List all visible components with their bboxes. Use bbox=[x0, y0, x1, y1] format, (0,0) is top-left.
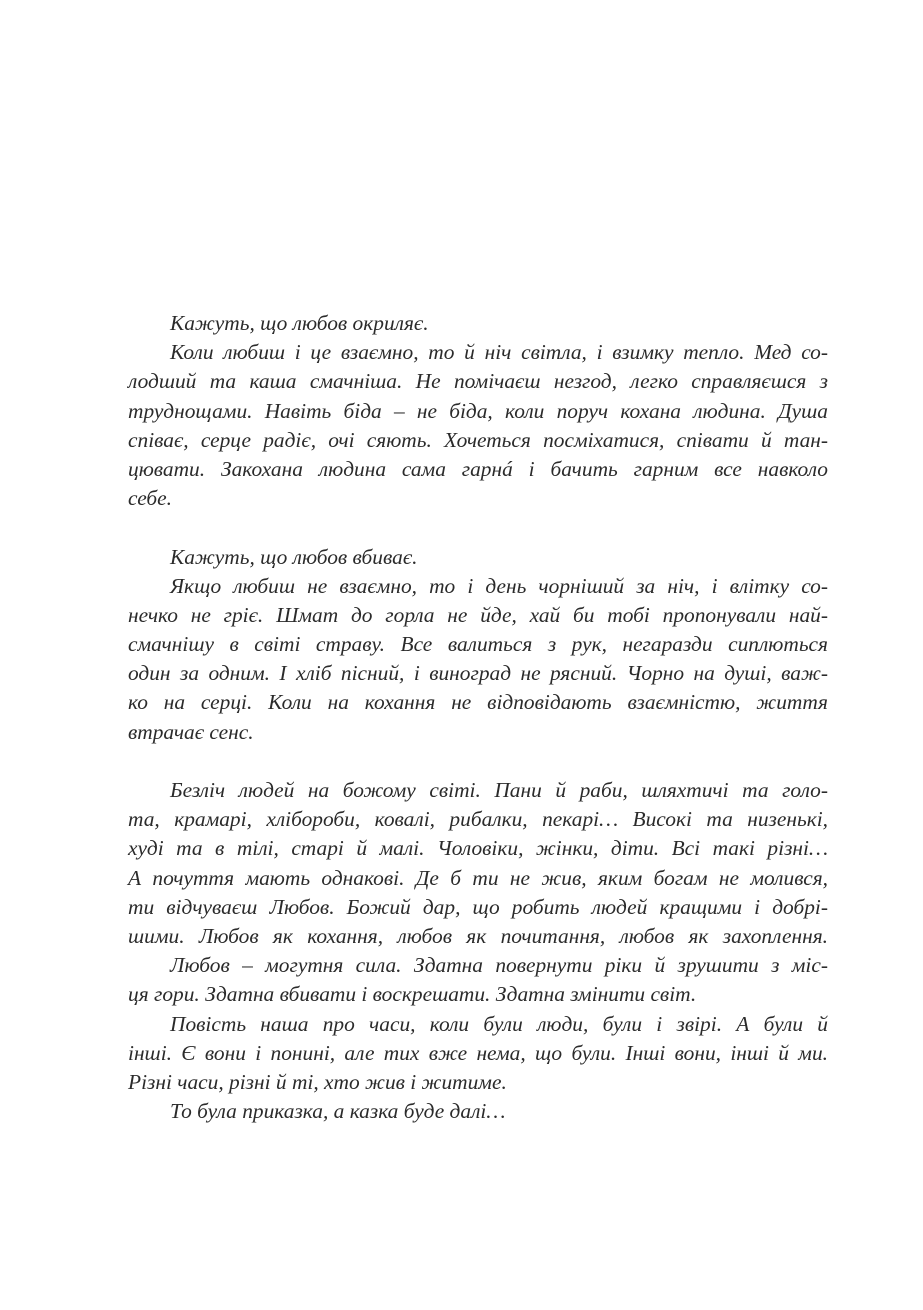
paragraph-line: нечко не гріє. Шмат до горла не йде, хай би тобі пропонували най- bbox=[128, 602, 828, 627]
paragraph-line: Безліч людей на божому світі. Пани й раби, шляхтичі та голо- bbox=[170, 778, 828, 802]
paragraph-line: ти відчуваєш Любов. Божий дар, що робить людей кращими і добрі- bbox=[128, 894, 828, 919]
paragraph-line: цювати. Закохана людина сама гарнá і бачить гарним все навколо bbox=[128, 456, 828, 481]
paragraph-spacer bbox=[128, 513, 828, 542]
paragraph-line: Любов – могутня сила. Здатна повернути ріки й зрушити з міс- bbox=[170, 953, 828, 978]
paragraph-line: втрачає сенс. bbox=[128, 719, 254, 744]
paragraph-line: себе. bbox=[128, 486, 173, 511]
paragraph-line: Повість наша про часи, коли були люди, були і звірі. А були й bbox=[170, 1011, 828, 1036]
paragraph-line: один за одним. І хліб пісний, і виноград не рясний. Чорно на душі, важ- bbox=[128, 661, 828, 686]
paragraph-line: Якщо любиш не взаємно, то і день чорніший за ніч, і влітку со- bbox=[170, 573, 828, 598]
paragraph-spacer bbox=[128, 747, 828, 776]
paragraph-line: худі та в тілі, старі й малі. Чоловіки, жінки, діти. Всі такі різні… bbox=[128, 836, 828, 861]
paragraph-line: інші. Є вони і понині, але тих вже нема, що були. Інші вони, інші й ми. bbox=[128, 1040, 828, 1065]
paragraph-line: труднощами. Навіть біда – не біда, коли поруч кохана людина. Душа bbox=[128, 398, 828, 423]
paragraph-line: А почуття мають однакові. Де б ти не жив, яким богам не молився, bbox=[128, 865, 828, 890]
page-text bbox=[128, 309, 828, 1126]
paragraph-line: шими. Любов як кохання, любов як почитання, любов як захоплення. bbox=[128, 923, 828, 948]
paragraph-line: смачнішу в світі страву. Все валиться з рук, негаразди сиплються bbox=[128, 632, 828, 657]
paragraph-line: Кажуть, що любов вбиває. bbox=[170, 544, 418, 569]
paragraph-line: та, крамарі, хлібороби, ковалі, рибалки, пекарі… Високі та низенькі, bbox=[128, 807, 828, 832]
paragraph-line: Кажуть, що любов окриляє. bbox=[170, 311, 429, 335]
paragraph-line: Коли любиш і це взаємно, то й ніч світла, і взимку тепло. Мед со- bbox=[170, 340, 828, 365]
paragraph-line: ко на серці. Коли на кохання не відповідають взаємністю, життя bbox=[128, 690, 828, 715]
paragraph-line: співає, серце радіє, очі сяють. Хочеться посміхатися, співати й тан- bbox=[128, 427, 828, 452]
paragraph-line: ця гори. Здатна вбивати і воскрешати. Здатна змінити світ. bbox=[128, 982, 697, 1007]
paragraph-line: Різні часи, різні й ті, хто жив і житиме. bbox=[128, 1069, 507, 1094]
paragraph-line: То була приказка, а казка буде далі… bbox=[170, 1099, 506, 1124]
paragraph-line: лодший та каша смачніша. Не помічаєш незгод, легко справляєшся з bbox=[128, 369, 828, 394]
